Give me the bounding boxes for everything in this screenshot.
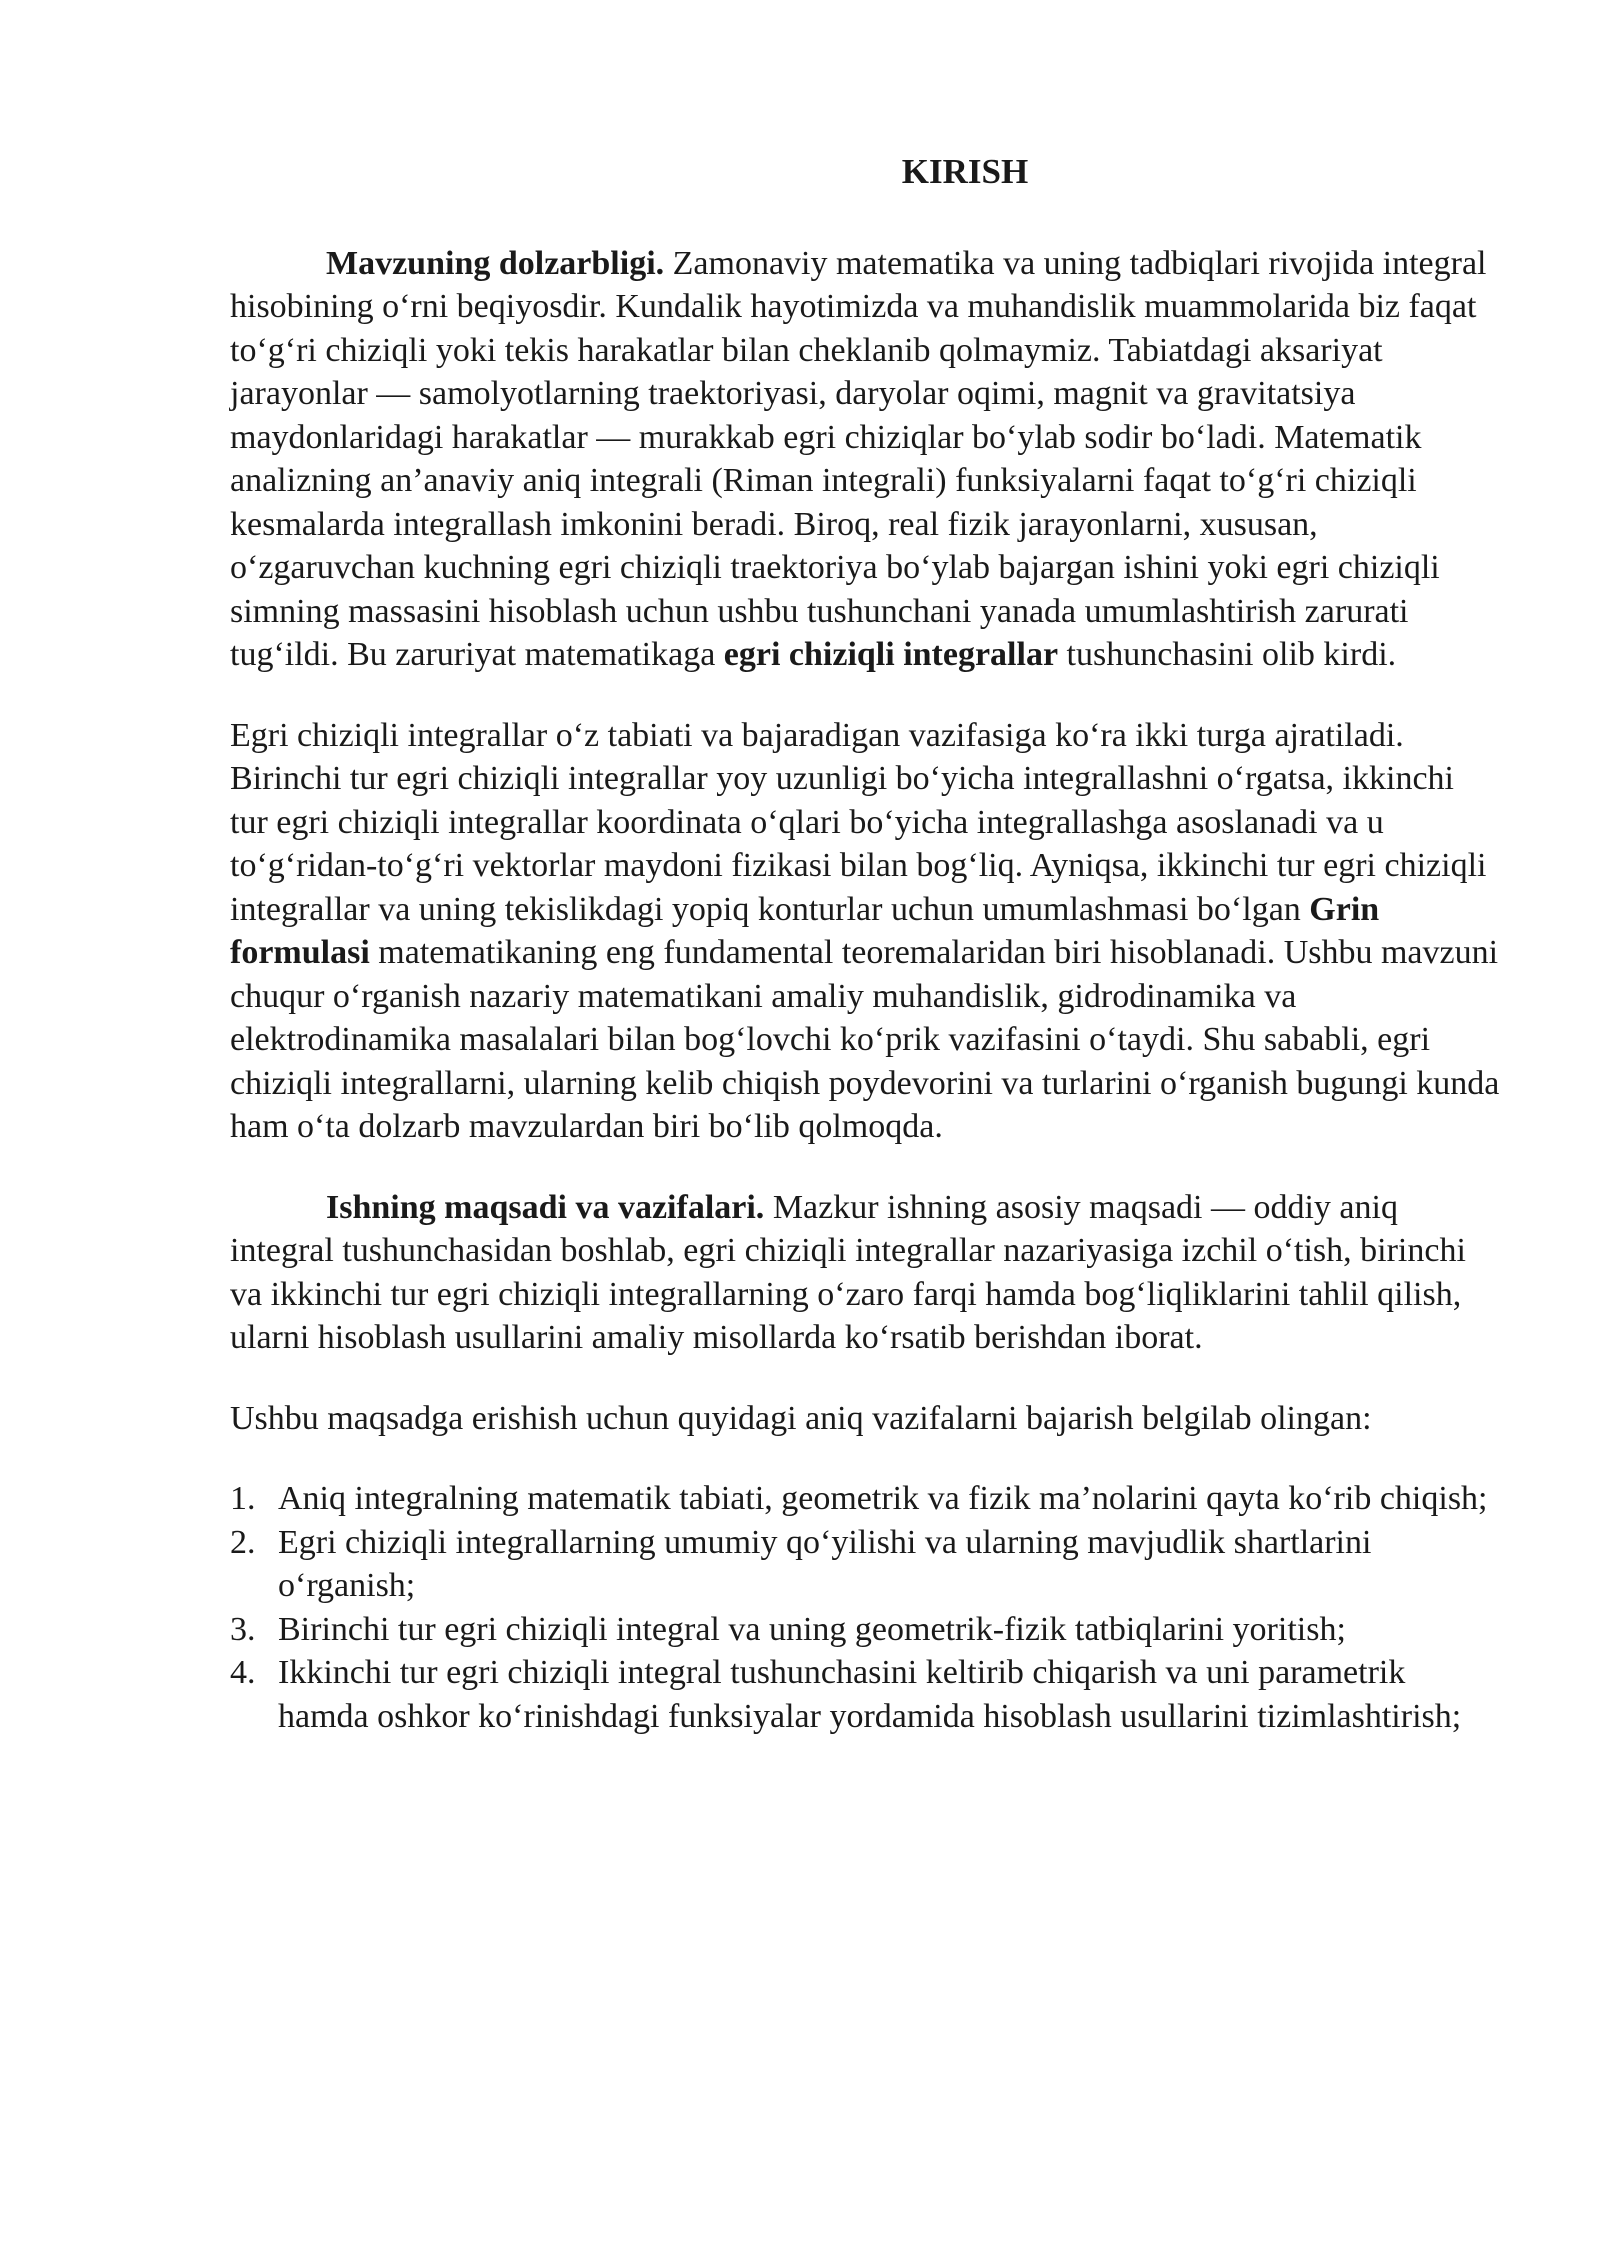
- relevance-text-b: tushunchasini olib kirdi.: [1058, 636, 1397, 673]
- relevance-text-a: Zamonaviy matematika va uning tadbiqlari rivojida integral hisobining o‘rni beqiyosdir. Kundalik hayotimizda va muhandislik muammolarida biz faqat to‘g‘ri chiziqli yoki tekis harakatlar bilan cheklanib qolmaymiz. Tabiatdagi aksariyat jarayonlar — samolyotlarning traektoriyasi, daryolar oqimi, magnit va gravitatsiya maydonlaridagi harakatlar — murakkab egri chiziqlar bo‘ylab sodir bo‘ladi. Matematik analizning an’anaviy aniq integrali (Riman integrali) funksiyalarni faqat to‘g‘ri chiziqli kesmalarda integrallash imkonini beradi. Biroq, real fizik jarayonlarni, xususan, o‘zgaruvchan kuchning egri chiziqli traektoriya bo‘ylab bajargan ishini yoki egri chiziqli simning massasini hisoblash uchun ushbu tushunchani yanada umumlashtirish zarurati tug‘ildi. Bu zaruriyat matematikaga: [230, 244, 1487, 673]
- list-item-text: Ikkinchi tur egri chiziqli integral tushunchasini keltirib chiqarish va uni parametrik hamda oshkor ko‘rinishdagi funksiyalar yordamida hisoblash usullarini tizimlashtirish;: [278, 1654, 1462, 1735]
- paragraph-goals: [230, 1186, 1500, 1360]
- list-item-number: 3.: [230, 1610, 256, 1648]
- goals-heading: Ishning maqsadi va vazifalari.: [326, 1188, 765, 1226]
- list-item: [230, 1521, 1500, 1608]
- tasks-intro-text: Ushbu maqsadga erishish uchun quyidagi aniq vazifalarni bajarish belgilab olingan:: [230, 1399, 1372, 1437]
- paragraph-tasks-intro: [230, 1397, 1500, 1441]
- paragraph-types: [230, 714, 1500, 1149]
- paragraph-relevance: [230, 242, 1500, 677]
- page-title: KIRISH: [901, 152, 1029, 191]
- relevance-bold-term: egri chiziqli integrallar: [723, 636, 1059, 673]
- list-item-number: 4.: [230, 1654, 256, 1691]
- types-text-b: matematikaning eng fundamental teoremalaridan biri hisoblanadi. Ushbu mavzuni chuqur o‘rganish nazariy matematikani amaliy muhandislik, gidrodinamika va elektrodinamika masalalari bilan bog‘lovchi ko‘prik vazifasini o‘taydi. Shu sababli, egri chiziqli integrallarni, ularning kelib chiqish poydevorini va turlarini o‘rganish bugungi kunda ham o‘ta dolzarb mavzulardan biri bo‘lib qolmoqda.: [230, 934, 1500, 1145]
- types-text-a: Egri chiziqli integrallar o‘z tabiati va bajaradigan vazifasiga ko‘ra ikki turga ajratiladi. Birinchi tur egri chiziqli integrallar yoy uzunligi bo‘yicha integrallashni o‘rgatsa, ikkinchi tur egri chiziqli integrallar koordinata o‘qlari bo‘yicha integrallashga asoslanadi va u to‘g‘ridan-to‘g‘ri vektorlar maydoni fizikasi bilan bog‘liq. Ayniqsa, ikkinchi tur egri chiziqli integrallar va uning tekislikdagi yopiq konturlar uchun umumlashmasi bo‘lgan: [230, 716, 1487, 928]
- list-item-number: 1.: [230, 1480, 256, 1517]
- relevance-heading: Mavzuning dolzarbligi.: [326, 244, 665, 282]
- list-item-number: 2.: [230, 1523, 256, 1561]
- tasks-list: [230, 1477, 1500, 1738]
- list-item: [230, 1651, 1500, 1738]
- goals-text: Mazkur ishning asosiy maqsadi — oddiy aniq integral tushunchasidan boshlab, egri chiziqli integrallar nazariyasiga izchil o‘tish, birinchi va ikkinchi tur egri chiziqli integrallarning o‘zaro farqi hamda bog‘liqliklarini tahlil qilish, ularni hisoblash usullarini amaliy misollarda ko‘rsatib berishdan iborat.: [230, 1188, 1466, 1356]
- list-item-text: Birinchi tur egri chiziqli integral va uning geometrik-fizik tatbiqlarini yoritish;: [278, 1610, 1346, 1648]
- list-item-text: Egri chiziqli integrallarning umumiy qo‘yilishi va ularning mavjudlik shartlarini o‘rganish;: [278, 1523, 1372, 1604]
- list-item: [230, 1608, 1500, 1652]
- document-page: [230, 150, 1500, 1738]
- types-bold-term: Grin formulasi: [230, 890, 1380, 971]
- list-item: [230, 1477, 1500, 1521]
- list-item-text: Aniq integralning matematik tabiati, geometrik va fizik ma’nolarini qayta ko‘rib chiqish;: [278, 1480, 1488, 1517]
